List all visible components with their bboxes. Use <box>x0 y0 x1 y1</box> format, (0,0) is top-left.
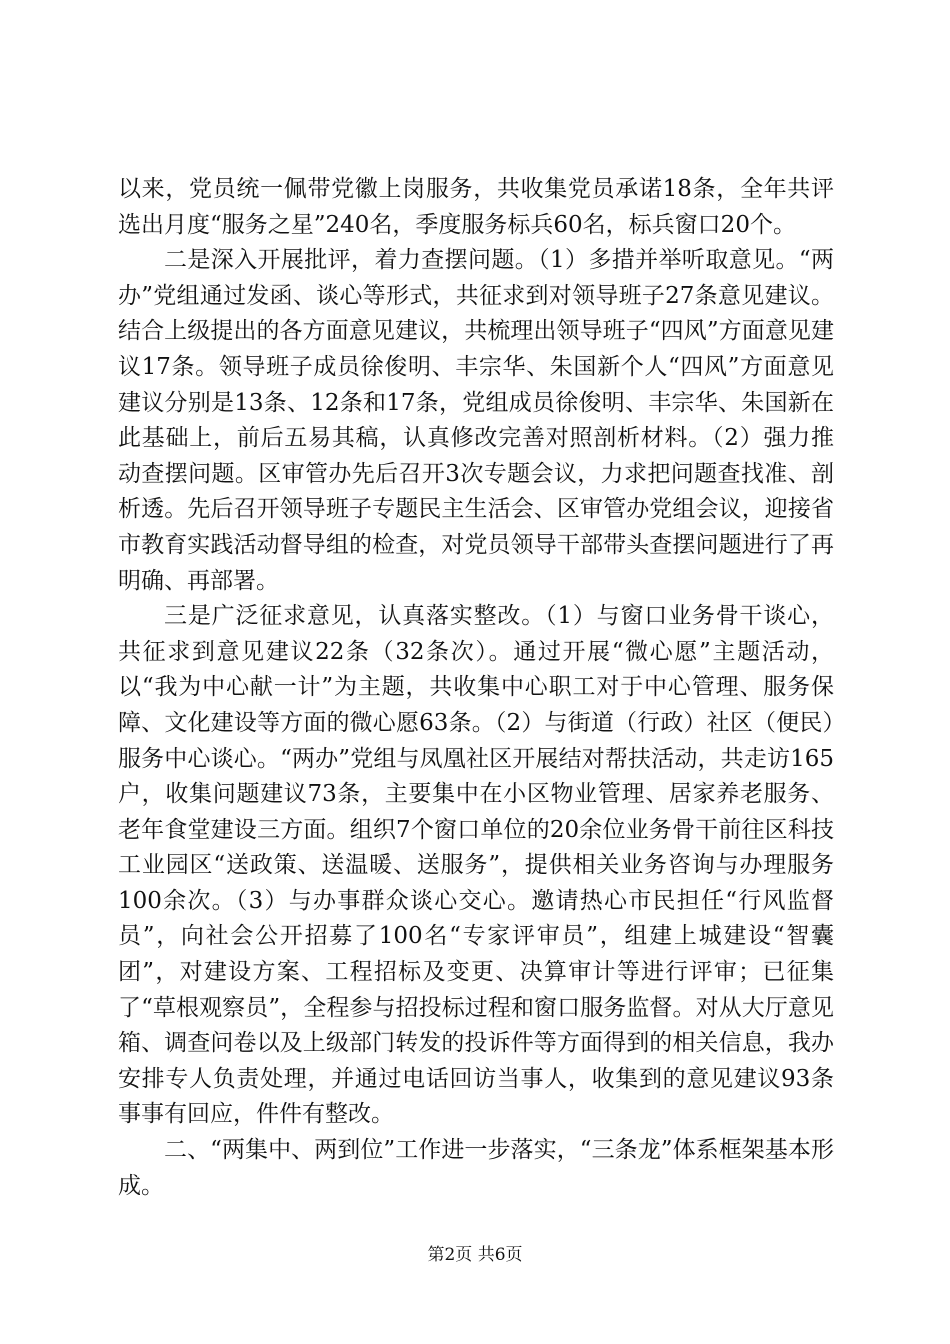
paragraph-section-heading: 二、“两集中、两到位”工作进一步落实，“三条龙”体系框架基本形成。 <box>118 1137 834 1199</box>
page-footer <box>0 1244 950 1266</box>
paragraph-opinions: 三是广泛征求意见，认真落实整改。（1）与窗口业务骨干谈心，共征求到意见建议22条（32条次）。通过开展“微心愿”主题活动，以“我为中心献一计”为主题，共收集中心职工对于中心管理、服务保障、文化建设等方面的微心愿63条。（2）与街道（行政）社区（便民）服务中心谈心。“两办”党组与凤凰社区开展结对帮扶活动，共走访165户，收集问题建议73条，主要集中在小区物业管理、居家养老服务、老年食堂建设三方面。组织7个窗口单位的20余位业务骨干前往区科技工业园区“送政策、送温暖、送服务”，提供相关业务咨询与办理服务100余次。（3）与办事群众谈心交心。邀请热心市民担任“行风监督员”，向社会公开招募了100名“专家评审员”，组建上城建设“智囊团”，对建设方案、工程招标及变更、决算审计等进行评审；已征集了“草根观察员”，全程参与招投标过程和窗口服务监督。对从大厅意见箱、调查问卷以及上级部门转发的投诉件等方面得到的相关信息，我办安排专人负责处理，并通过电话回访当事人，收集到的意见建议93条事事有回应，件件有整改。 <box>118 603 834 1128</box>
paragraph-criticism: 二是深入开展批评，着力查摆问题。（1）多措并举听取意见。“两办”党组通过发函、谈心等形式，共征求到对领导班子27条意见建议。结合上级提出的各方面意见建议，共梳理出领导班子“四风”方面意见建议17条。领导班子成员徐俊明、丰宗华、朱国新个人“四风”方面意见建议分别是13条、12条和17条，党组成员徐俊明、丰宗华、朱国新在此基础上，前后五易其稿，认真修改完善对照剖析材料。（2）强力推动查摆问题。区审管办先后召开3次专题会议，力求把问题查找准、剖析透。先后召开领导班子专题民主生活会、区审管办党组会议，迎接省市教育实践活动督导组的检查，对党员领导干部带头查摆问题进行了再明确、再部署。 <box>118 247 834 594</box>
document-body <box>118 172 834 1204</box>
page-number: 第2页 共6页 <box>427 1245 523 1265</box>
paragraph-continuation: 以来，党员统一佩带党徽上岗服务，共收集党员承诺18条，全年共评选出月度“服务之星”240名，季度服务标兵60名，标兵窗口20个。 <box>118 176 834 238</box>
